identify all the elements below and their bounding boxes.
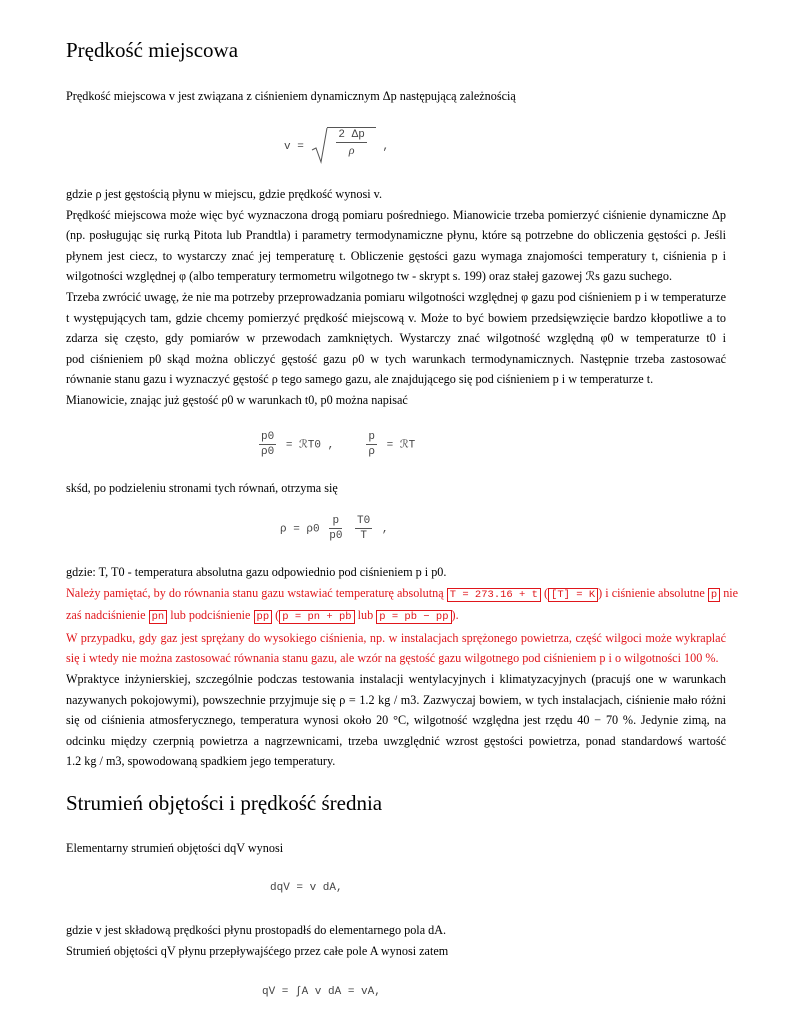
section2-line-2: Strumień objętości qV płynu przepływajśćego przez całe pole A wynosi zatem: [66, 943, 449, 958]
p3-line-0: Wpraktyce inżynierskiej, szczególnie podczas testowania instalacji wentylacyjnych i klimatyzacyjnych (pracujś one w warunkach: [66, 671, 726, 686]
section-title-strumien-objetosci: Strumień objętości i prędkość średnia: [66, 791, 383, 815]
para-line-6: t występujących tam, gdzie chcemy pomierzyć prędkość miejscową v. Może to być bowiem przedsięwzięcie bardzo kłopotliwe a to: [66, 310, 726, 325]
red-line-4: się i wtedy nie można zastosować równania stanu gazu, ale wzór na gęstość gazu wilgotnego pod ciśnieniem p i o wilgotności 100 %.: [66, 651, 719, 666]
sqrt-body: [327, 127, 375, 157]
eq2-mid-1: = ℛT0 ,: [285, 439, 335, 452]
section2-intro-paragraph: [66, 838, 726, 859]
p3-line-2: się od ciśnienia atmosferycznego, temperatura wynosi około 20 °C, wilgotność względna jest rzędu 40 − 70 %. Jedynie zimą, na: [66, 713, 726, 728]
red2-text-d: ).: [451, 608, 459, 623]
equation-elementary-flow: dqV = v dA,: [270, 882, 343, 894]
eq3-fraction-1: [329, 514, 342, 543]
section2-intro-text: Elementarny strumień objętości dqV wynosi: [66, 841, 284, 855]
p3-line-1: nazywanych pokojowymi), powszechnie przyjmuje się ρ = 1.2 kg / m3. Zazwyczaj bowiem, w tych instalacjach, ciśnienie mało różni: [66, 692, 726, 707]
eq1-trail: ,: [382, 140, 390, 153]
para-line-0: gdzie ρ jest gęstością płynu w miejscu, gdzie prędkość wynosi v.: [66, 187, 383, 201]
para-line-3: płynem jest ciecz, to wystarczy znać jej temperaturę t. Obliczenie gęstości gazu wymaga znajomości temperatury t, ciśnienia p i: [66, 248, 726, 263]
equation-total-flow: qV = ∫A v dA = vA,: [262, 986, 381, 998]
eq2-den-2: ρ: [368, 446, 376, 458]
section2-line-1: gdzie v jest składową prędkości płynu prostopadłś do elementarnego pola dA.: [66, 923, 447, 937]
section-title-predkosc-miejscowa: Prędkość miejscowa: [66, 38, 239, 62]
eq3-num-1: p: [329, 514, 342, 529]
equation-density: [280, 514, 388, 543]
eq3-num-2: T0: [357, 515, 371, 527]
eq2-mid-2: = ℛT: [386, 439, 416, 452]
section2-paragraph: [66, 920, 726, 961]
formula-box-pb-pp: p = pb − pp: [376, 610, 451, 624]
formula-box-T: T = 273.16 + t: [447, 588, 541, 602]
eq2-num-1: p0: [261, 431, 275, 443]
red1-text-b: i ciśnienie absolutne: [605, 585, 705, 600]
eq1-lhs: v =: [284, 140, 304, 153]
ksd-paragraph: [66, 478, 726, 499]
para-line-2: (np. posługując się rurką Pitota lub Prandtla) i parametry termodynamiczne płynu, które są potrzebne do obliczenia gęstości ρ. Jeśli: [66, 228, 726, 243]
para-line-7: zdarza się często, gdy pomiarów w przewodach zamkniętych. Wystarczy znać wilgotność względną φ0 w temperaturze t0 i: [66, 331, 726, 346]
sqrt-sign: [310, 126, 328, 166]
intro-text: Prędkość miejscowa v jest związana z ciśnieniem dynamicznym Δp następującą zależnością: [66, 89, 516, 103]
eq2-num-2: p: [368, 431, 376, 443]
paragraph-main: [66, 184, 726, 411]
equation-state: [256, 430, 415, 459]
formula-box-pn: pn: [149, 610, 168, 624]
eq3-den-2: T: [360, 530, 367, 542]
eq3-den-1: p0: [329, 530, 343, 542]
para-line-4: wilgotności względnej φ (albo temperatury termometru wilgotnego tw - skrypt s. 199) oraz stałej gazowej ℛs gazu suchego.: [66, 269, 672, 284]
p3-line-4: 1.2 kg / m3, spowodowaną spadkiem jego temperatury.: [66, 754, 336, 769]
formula-box-pn-pb: p = pn + pb: [279, 610, 354, 624]
ksd-text: skśd, po podzieleniu stronami tych równań, otrzyma się: [66, 481, 338, 495]
eq2-fraction-1: [259, 430, 276, 459]
red2-text-c: lub: [357, 608, 374, 623]
para-line-8: pod ciśnieniem p0 skąd można obliczyć gęstość gazu ρ0 w tych warunkach termodynamicznych. Następnie trzeba zastosować: [66, 351, 726, 366]
eq2-den-1: ρ0: [261, 446, 275, 458]
eq3-lhs: ρ = ρ0: [280, 523, 320, 536]
formula-box-p: p: [708, 588, 720, 602]
eq1-numerator: 2 Δp: [338, 129, 365, 141]
equation-velocity: [284, 126, 389, 166]
eq1-denominator: ρ: [348, 143, 355, 157]
intro-paragraph: [66, 86, 726, 107]
formula-box-unit: [T] = K: [548, 588, 598, 602]
para-line-1: Prędkość miejscowa może więc być wyznaczona drogą pomiaru pośredniego. Mianowicie trzeba pomierzyć ciśnienie dynamiczne Δp: [66, 207, 726, 222]
eq1-fraction: [336, 128, 366, 157]
red-line-1: Należy pamiętać, by do równania stanu gazu wstawiać temperaturę absolutną T = 273.16 + t ( [T] = K ) i ciśnienie absolutne p nie: [66, 585, 739, 601]
para-line-10: Mianowicie, znając już gęstość ρ0 w warunkach t0, p0 można napisać: [66, 392, 408, 407]
eq3-fraction-2: [355, 514, 372, 543]
para-line-5: Trzeba zwrócić uwagę, że nie ma potrzeby przeprowadzania pomiaru wilgotności względnej φ gazu pod ciśnieniem p i w temperaturze: [66, 289, 726, 304]
eq3-trail: ,: [381, 523, 389, 536]
p3-line-3: odcinku między czerpnią powietrza a nagrzewnicami, trzeba uwzględnić wzrost gęstości powietrza, ponad standardowś wartość: [66, 733, 726, 748]
red2-text-a: zaś nadciśnienie: [66, 608, 146, 623]
gdzie-T-text: gdzie: T, T0 - temperatura absolutna gazu odpowiednio pod ciśnieniem p i p0.: [66, 565, 447, 579]
red-line-3: W przypadku, gdy gaz jest sprężany do wysokiego ciśnienia, np. w instalacjach sprężonego powietrza, część wilgoci może wykraplać: [66, 630, 726, 645]
formula-box-pp: pp: [254, 610, 273, 624]
red-line-2: zaś nadciśnienie pn lub podciśnienie pp ( p = pn + pb lub p = pb − pp ).: [66, 608, 459, 624]
red1-text-a: Należy pamiętać, by do równania stanu gazu wstawiać temperaturę absolutną: [66, 585, 444, 600]
paragraph-temperature-pressure: [66, 562, 739, 772]
red1-text-c: nie: [723, 585, 739, 600]
eq2-fraction-2: [366, 430, 377, 459]
para-line-9: równanie stanu gazu i wyznaczyć gęstość ρ tego samego gazu, ale znajdującego się pod ciśnieniem p i w temperaturze t.: [66, 372, 654, 387]
